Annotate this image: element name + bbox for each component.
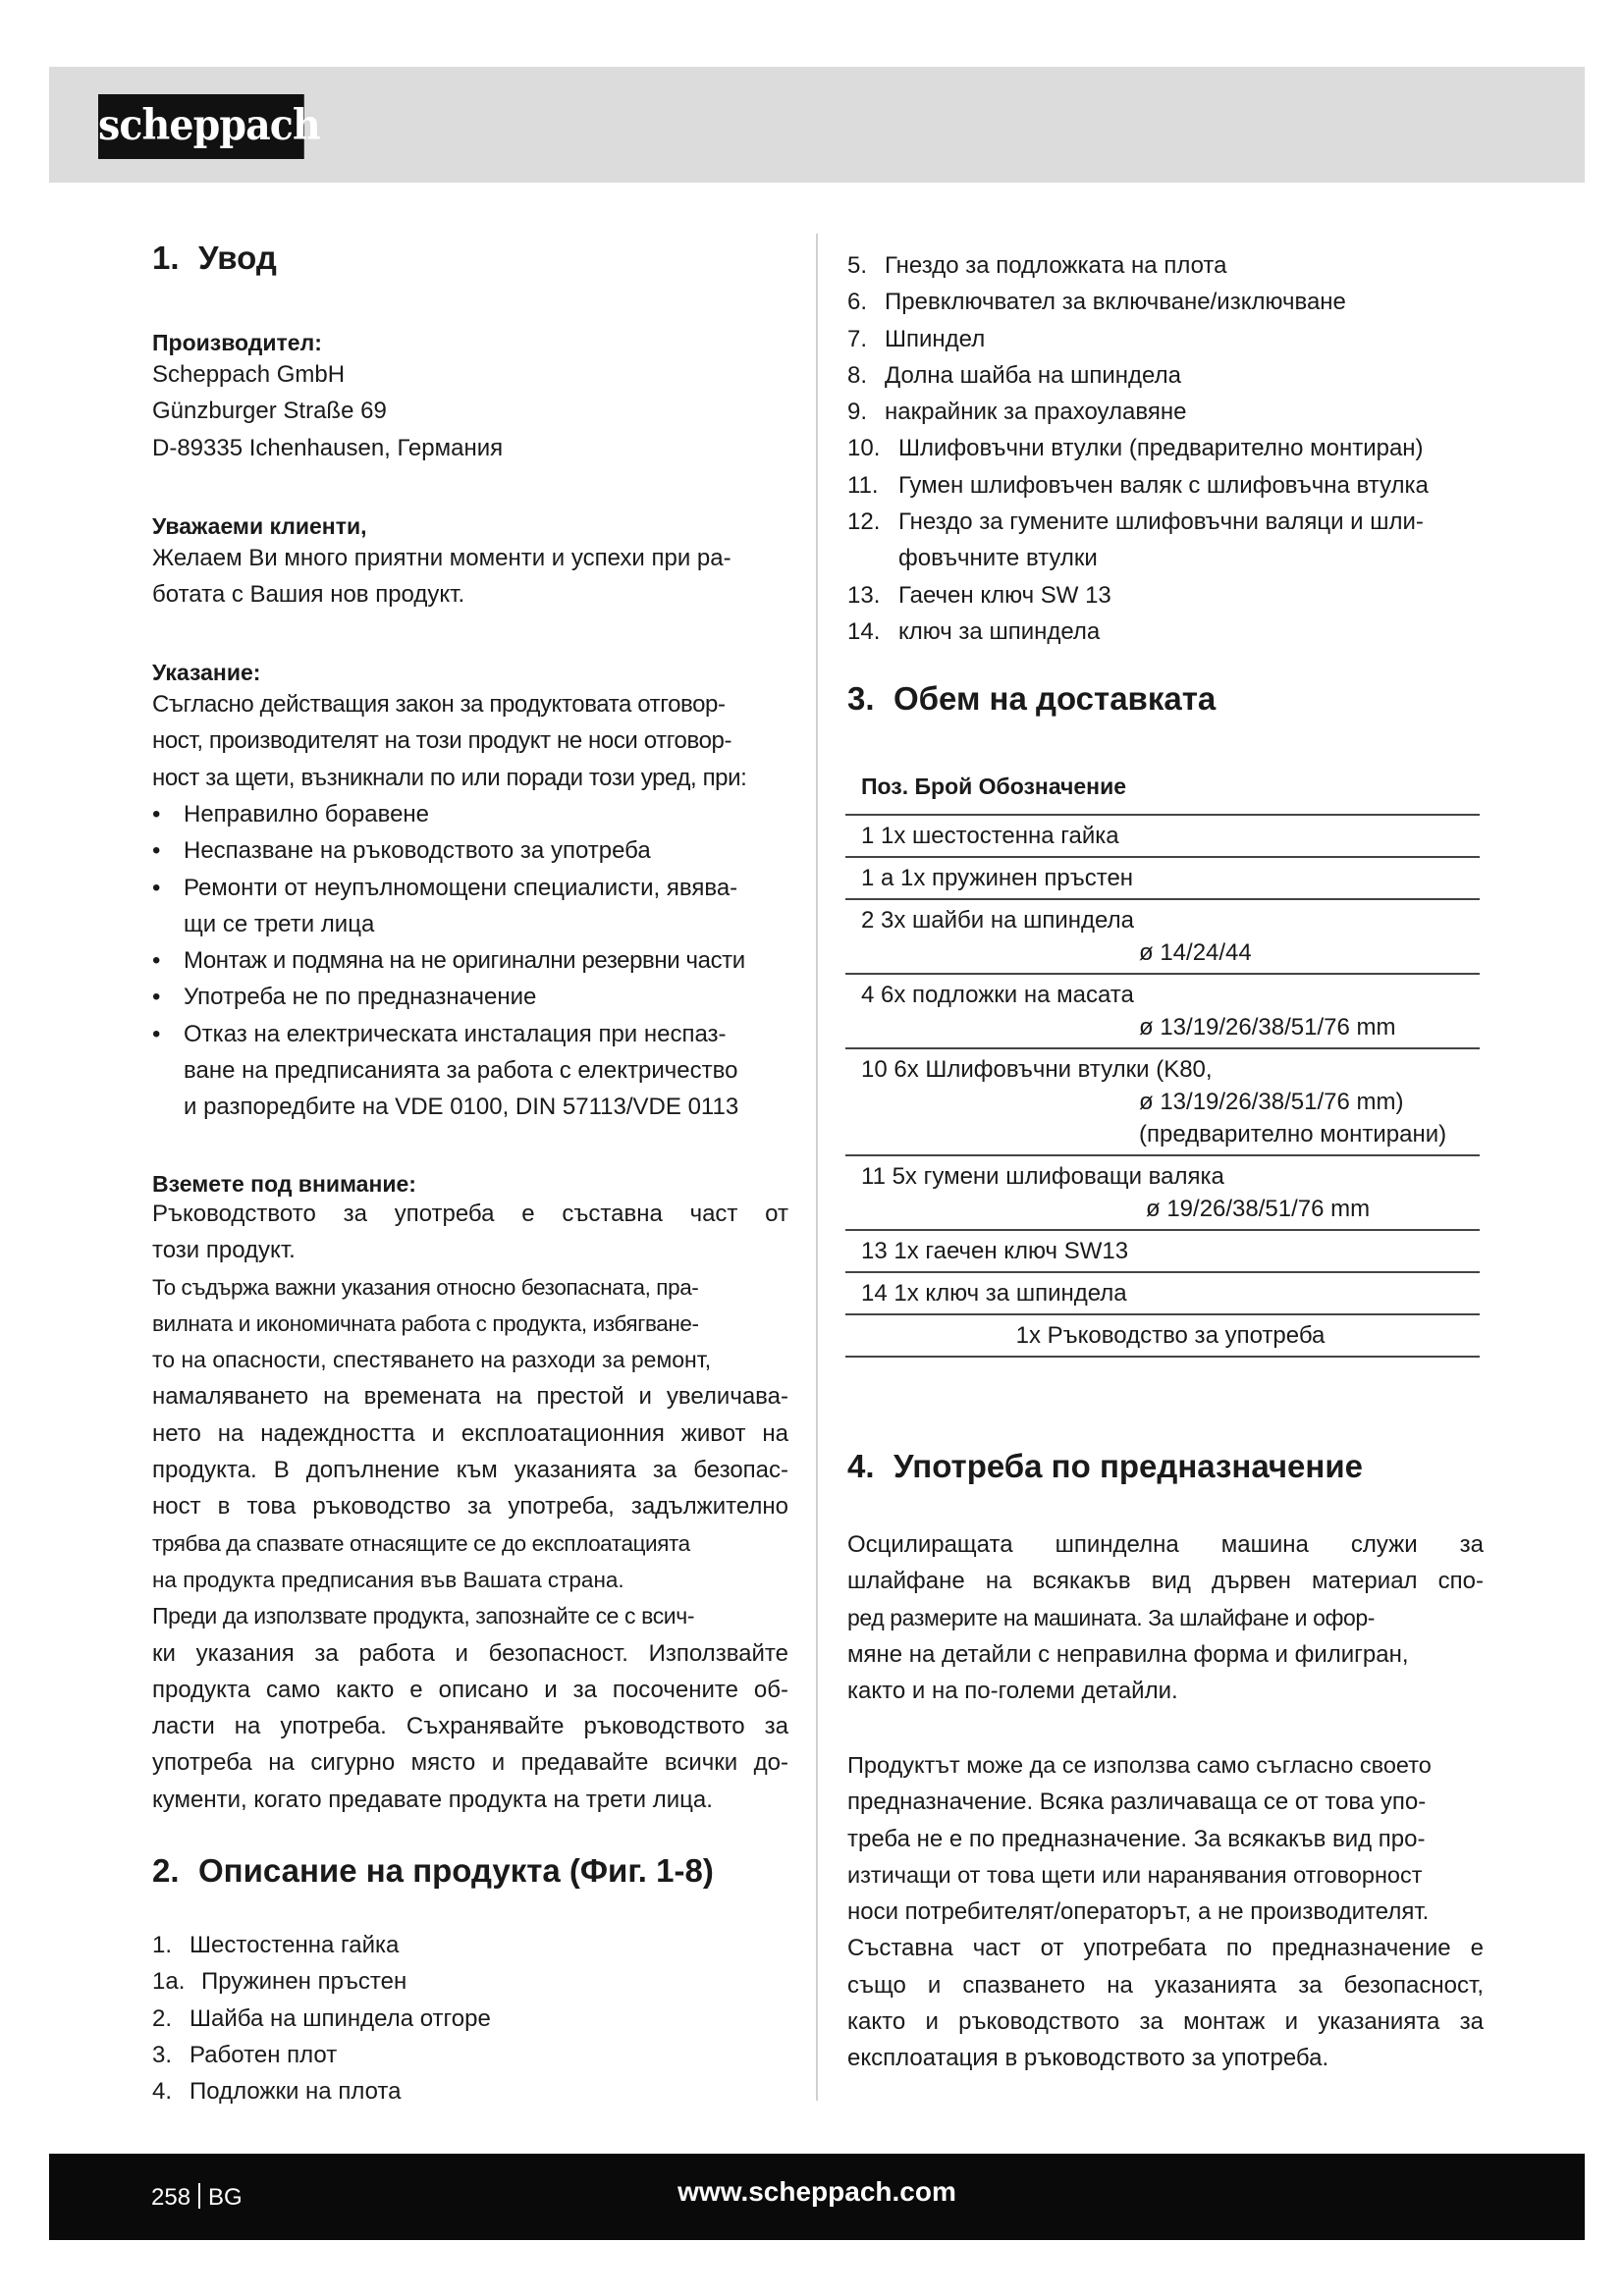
bullet-item bbox=[152, 1016, 788, 1126]
table-cell: 11 5х гумени шлифоващи валяка bbox=[861, 1163, 1224, 1190]
text-line: също и спазването на указанията за безопасност, bbox=[847, 1971, 1484, 1999]
section-number: 4. bbox=[847, 1448, 875, 1484]
table-cell: 2 3х шайби на шпиндела bbox=[861, 907, 1134, 934]
text-line: ки указания за работа и безопасност. Използвайте bbox=[152, 1639, 788, 1667]
section-number: 2. bbox=[152, 1852, 180, 1889]
section-1-heading bbox=[152, 239, 277, 278]
text-line: Продуктът може да се използва само съгласно своето bbox=[847, 1752, 1432, 1778]
list-item bbox=[152, 2073, 800, 2109]
item-number: 3. bbox=[152, 2041, 173, 2068]
customers-label: Уважаеми клиенти, bbox=[152, 513, 367, 539]
language-code: BG bbox=[208, 2184, 243, 2211]
text-line: Осцилиращата шпинделна машина служи за bbox=[847, 1531, 1484, 1558]
item-number: 1а. bbox=[152, 1968, 186, 1996]
list-item bbox=[152, 2037, 800, 2073]
bullet-item bbox=[152, 870, 788, 943]
list-item bbox=[847, 394, 1495, 430]
list-item bbox=[847, 504, 1495, 540]
list-item bbox=[152, 1927, 800, 1963]
table-cell: 10 6х Шлифовъчни втулки (K80, bbox=[861, 1056, 1213, 1083]
text-line: кументи, когато предавате продукта на трети лица. bbox=[152, 1786, 713, 1813]
table-row bbox=[845, 1273, 1480, 1315]
scheppach-logo: scheppach bbox=[98, 94, 304, 159]
liability-bullet-list bbox=[152, 796, 788, 1126]
table-row bbox=[845, 1156, 1480, 1231]
section-4-heading bbox=[847, 1447, 1363, 1486]
address-line: Günzburger Straße 69 bbox=[152, 398, 387, 425]
text-line: употреба на сигурно място и предавайте всички до- bbox=[152, 1749, 788, 1777]
section-title: Употреба по предназначение bbox=[893, 1448, 1363, 1484]
bullet-item bbox=[152, 832, 788, 869]
item-number: 7. bbox=[847, 325, 868, 352]
intended-use-paragraph-1 bbox=[847, 1526, 1484, 1709]
table-cell-detail: ø 13/19/26/38/51/76 mm bbox=[1139, 1014, 1396, 1041]
item-number: 6. bbox=[847, 289, 868, 316]
section-number: 3. bbox=[847, 680, 875, 717]
text-line: шлайфане на всякакъв вид дървен материал спо- bbox=[847, 1568, 1484, 1595]
product-parts-list-left bbox=[152, 1927, 800, 2109]
section-number: 1. bbox=[152, 240, 180, 276]
attention-text bbox=[152, 1196, 788, 1818]
text-line: както и ръководството за монтаж и указанията за bbox=[847, 2008, 1484, 2036]
bullet-text: • Неправилно боравене bbox=[184, 801, 430, 828]
note-text bbox=[152, 686, 788, 796]
list-item bbox=[847, 430, 1495, 466]
section-title: Обем на доставката bbox=[893, 680, 1217, 717]
bullet-text: • Отказ на електрическата инсталация при неспаз- bbox=[184, 1020, 727, 1047]
section-title: Увод bbox=[198, 240, 277, 276]
text-line: ласти на употреба. Съхранявайте ръководството за bbox=[152, 1713, 788, 1740]
text-line: продукта. В допълнение към указанията за безопас- bbox=[152, 1457, 788, 1484]
table-cell-detail: ø 14/24/44 bbox=[1139, 939, 1252, 966]
website-link[interactable]: www.scheppach.com bbox=[677, 2176, 956, 2207]
table-row bbox=[845, 975, 1480, 1049]
text-line: мяне на детайли с неправилна форма и филигран, bbox=[847, 1640, 1409, 1668]
list-item bbox=[847, 284, 1495, 320]
item-text: Пружинен пръстен bbox=[201, 1968, 407, 1996]
bullet-text: ване на предписанията за работа с електричество bbox=[184, 1057, 738, 1085]
table-cell: 1 а 1х пружинен пръстен bbox=[861, 865, 1134, 891]
table-cell: 1 1х шестостенна гайка bbox=[861, 823, 1119, 849]
list-item bbox=[152, 1963, 800, 2000]
item-text: Шайба на шпиндела отгоре bbox=[189, 2004, 491, 2032]
item-number: 14. bbox=[847, 617, 881, 645]
text-line: Съставна част от употребата по предназначение е bbox=[847, 1935, 1484, 1962]
item-number: 12. bbox=[847, 508, 881, 536]
text-line: ред размерите на машината. За шлайфане и офор- bbox=[847, 1604, 1376, 1630]
table-cell-detail: (предварително монтирани) bbox=[1139, 1121, 1447, 1148]
table-cell: 14 1х ключ за шпиндела bbox=[861, 1280, 1127, 1307]
item-text: Долна шайба на шпиндела bbox=[885, 361, 1181, 389]
text-line: нето на надеждността и експлоатационния живот на bbox=[152, 1419, 788, 1447]
column-divider bbox=[816, 234, 818, 2101]
text-line: Преди да използвате продукта, запознайте се с всич- bbox=[152, 1603, 695, 1629]
list-item bbox=[152, 2001, 800, 2037]
text-line: носи потребителят/операторът, а не производителят. bbox=[847, 1898, 1430, 1926]
text-line: Желаем Ви много приятни моменти и успехи при ра- bbox=[152, 545, 731, 571]
list-item bbox=[847, 467, 1495, 504]
table-row bbox=[845, 1049, 1480, 1156]
text-line: ботата с Вашия нов продукт. bbox=[152, 581, 465, 609]
list-item bbox=[847, 247, 1495, 284]
note-label: Указание: bbox=[152, 660, 261, 685]
page-number-value: 258 bbox=[151, 2184, 191, 2211]
text-line: То съдържа важни указания относно безопасната, пра- bbox=[152, 1274, 699, 1300]
customers-text bbox=[152, 540, 788, 614]
item-text: Шестостенна гайка bbox=[189, 1932, 400, 1958]
item-number: 11. bbox=[847, 471, 879, 499]
item-text: Подложки на плота bbox=[189, 2078, 402, 2106]
address-line: D-89335 Ichenhausen, Германия bbox=[152, 434, 504, 461]
text-line: намаляването на времената на престой и увеличава- bbox=[152, 1383, 788, 1411]
table-row bbox=[845, 900, 1480, 975]
item-text: Гнездо за гумените шлифовъчни валяци и шли- bbox=[898, 508, 1424, 536]
table-row bbox=[845, 1231, 1480, 1273]
text-line: на продукта предписания във Вашата страна. bbox=[152, 1567, 624, 1592]
text-line: както и на по-големи детайли. bbox=[847, 1678, 1178, 1705]
text-line: треба не е по предназначение. За всякакъв вид про- bbox=[847, 1825, 1426, 1852]
text-line: вилната и икономичната работа с продукта, избягване- bbox=[152, 1310, 699, 1336]
table-cell-detail: ø 19/26/38/51/76 mm bbox=[1146, 1196, 1371, 1222]
item-number: 8. bbox=[847, 361, 868, 389]
manufacturer-address bbox=[152, 356, 788, 466]
table-row bbox=[845, 816, 1480, 858]
bullet-text: • Ремонти от неупълномощени специалисти, явява- bbox=[184, 874, 738, 901]
text-line: Съгласно действащия закон за продуктовата отговор- bbox=[152, 691, 726, 718]
item-text: Превключвател за включване/изключване bbox=[885, 289, 1346, 316]
table-cell: 1х Ръководство за употреба bbox=[1015, 1322, 1326, 1349]
bullet-text: и разпоредбите на VDE 0100, DIN 57113/VDE 0113 bbox=[184, 1094, 739, 1121]
table-cell: 4 6х подложки на масата bbox=[861, 982, 1134, 1008]
footer-bar bbox=[49, 2154, 1585, 2240]
text-line: ност за щети, възникнали по или поради този уред, при: bbox=[152, 764, 747, 791]
list-item bbox=[847, 577, 1495, 614]
bullet-item bbox=[152, 942, 788, 979]
item-number: 2. bbox=[152, 2004, 173, 2032]
bullet-text: • Монтаж и подмяна на не оригинални резервни части bbox=[184, 947, 745, 975]
item-number: 1. bbox=[152, 1932, 173, 1958]
item-number: 4. bbox=[152, 2078, 173, 2106]
table-cell-detail: ø 13/19/26/38/51/76 mm) bbox=[1139, 1089, 1404, 1115]
bullet-item bbox=[152, 796, 788, 832]
item-text: накрайник за прахоулавяне bbox=[885, 399, 1187, 426]
list-item bbox=[847, 357, 1495, 394]
attention-label: Вземете под внимание: bbox=[152, 1171, 416, 1197]
text-line: изтичащи от това щети или наранявания отговорност bbox=[847, 1861, 1423, 1888]
item-text: Шлифовъчни втулки (предварително монтиран) bbox=[898, 435, 1424, 462]
item-number: 5. bbox=[847, 252, 868, 279]
bullet-item bbox=[152, 979, 788, 1015]
manufacturer-label: Производител: bbox=[152, 330, 322, 355]
text-line: Ръководството за употреба е съставна част от bbox=[152, 1201, 788, 1227]
list-item-continuation: фовъчните втулки bbox=[898, 545, 1098, 572]
list-item bbox=[847, 614, 1495, 650]
item-text: Гумен шлифовъчен валяк с шлифовъчна втулка bbox=[898, 471, 1429, 499]
section-3-heading bbox=[847, 679, 1216, 719]
text-line: предназначение. Всяка различаваща се от това упо- bbox=[847, 1789, 1427, 1816]
text-line: продукта само както е описано и за посочените об- bbox=[152, 1676, 788, 1703]
bullet-text: • Употреба не по предназначение bbox=[184, 984, 537, 1011]
bullet-text: щи се трети лица bbox=[184, 910, 375, 937]
text-line: ност, производителят на този продукт не носи отговор- bbox=[152, 727, 732, 755]
item-text: Гнездо за подложката на плота bbox=[885, 252, 1227, 279]
table-row bbox=[845, 1315, 1480, 1358]
text-line: то на опасности, спестяването на разходи за ремонт, bbox=[152, 1347, 712, 1373]
header-band bbox=[49, 67, 1585, 183]
section-title: Описание на продукта (Фиг. 1-8) bbox=[198, 1852, 714, 1889]
text-line: ност в това ръководство за употреба, задължително bbox=[152, 1493, 788, 1521]
item-text: Работен плот bbox=[189, 2041, 338, 2068]
table-cell: 13 1х гаечен ключ SW13 bbox=[861, 1238, 1129, 1264]
text-line: този продукт. bbox=[152, 1237, 296, 1264]
item-text: Шпиндел bbox=[885, 325, 986, 352]
item-number: 10. bbox=[847, 435, 881, 462]
text-line: експлоатация в ръководството за употреба. bbox=[847, 2045, 1329, 2072]
text-line: трябва да спазвате отнасящите се до експлоатацията bbox=[152, 1530, 690, 1556]
table-header: Поз. Брой Обозначение bbox=[845, 760, 1480, 816]
item-text: ключ за шпиндела bbox=[898, 617, 1101, 645]
table-row bbox=[845, 858, 1480, 900]
list-item bbox=[847, 321, 1495, 357]
delivery-scope-table bbox=[845, 760, 1480, 1358]
product-parts-list-right bbox=[847, 247, 1495, 650]
item-number: 13. bbox=[847, 581, 881, 609]
intended-use-paragraph-2 bbox=[847, 1747, 1484, 2077]
section-2-heading bbox=[152, 1851, 714, 1891]
address-line: Scheppach GmbH bbox=[152, 361, 346, 388]
item-number: 9. bbox=[847, 399, 868, 426]
item-text: Гаечен ключ SW 13 bbox=[898, 581, 1111, 609]
bullet-text: • Неспазване на ръководството за употреба bbox=[184, 837, 651, 865]
